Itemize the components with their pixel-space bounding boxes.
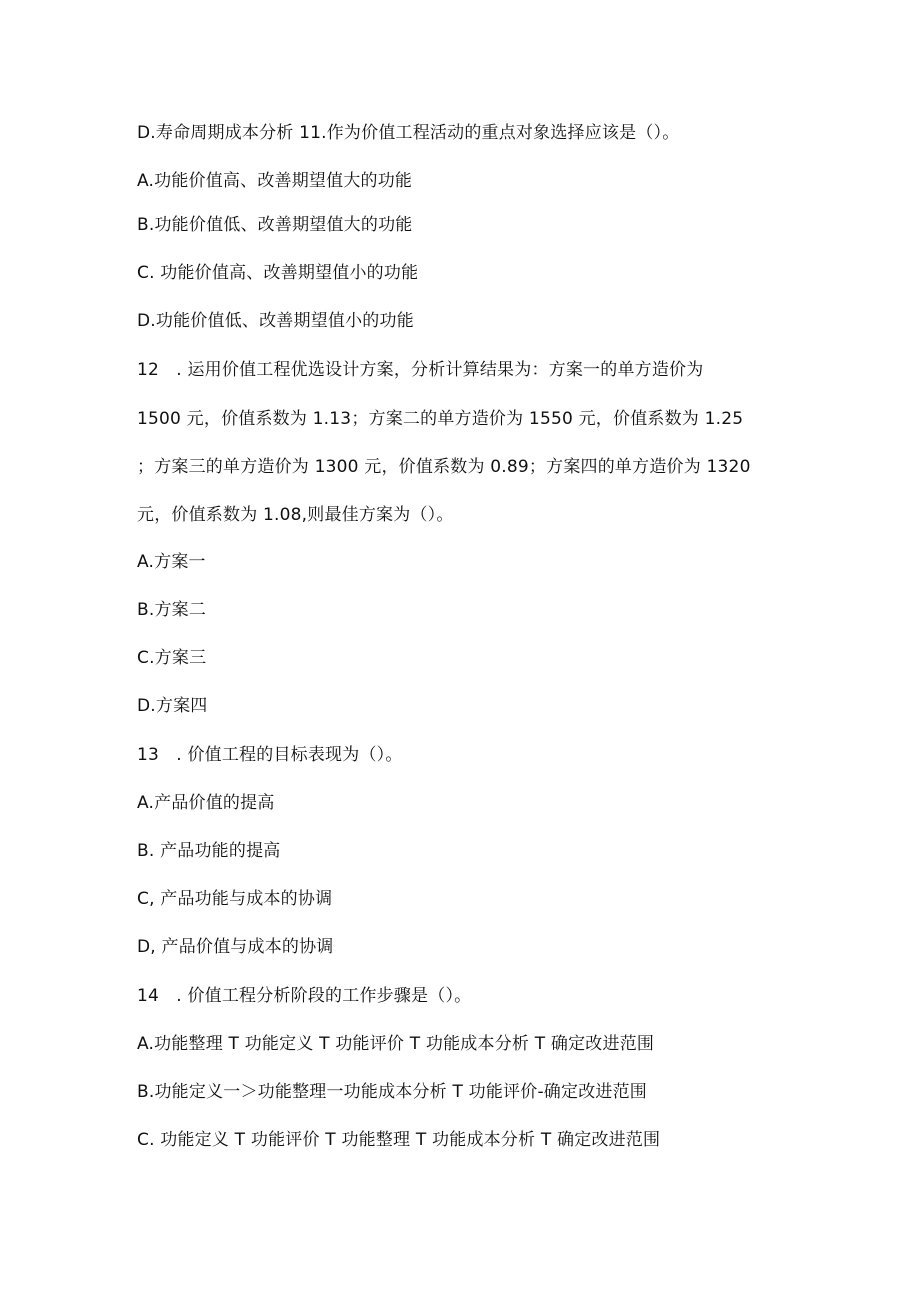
question-12-option-b: B.方案二 [137,600,207,620]
question-14-stem: 14 . 价值工程分析阶段的工作步骤是（）。 [137,986,472,1006]
question-14-option-c: C. 功能定义 T 功能评价 T 功能整理 T 功能成本分析 T 确定改进范围 [137,1130,661,1150]
question-12-stem-line-1: 12 . 运用价值工程优选设计方案，分析计算结果为：方案一的单方造价为 [137,360,704,380]
question-12-option-a: A.方案一 [137,552,206,572]
question-13-option-c: C, 产品功能与成本的协调 [137,889,333,909]
question-12-stem-line-2: 1500 元，价值系数为 1.13；方案二的单方造价为 1550 元，价值系数为 1.25 [137,409,744,429]
question-11-option-a: A.功能价值高、改善期望值大的功能 [137,171,413,191]
question-11-option-c: C. 功能价值高、改善期望值小的功能 [137,263,419,283]
question-12-option-d: D.方案四 [137,696,208,716]
question-12-stem-line-3: ；方案三的单方造价为 1300 元，价值系数为 0.89；方案四的单方造价为 1320 [137,457,751,477]
question-11-option-d: D.功能价值低、改善期望值小的功能 [137,311,414,331]
question-13-stem: 13 . 价值工程的目标表现为（）。 [137,745,403,765]
question-13-option-d: D, 产品价值与成本的协调 [137,937,334,957]
question-13-option-b: B. 产品功能的提高 [137,841,281,861]
question-12-stem-line-4: 元，价值系数为 1.08,则最佳方案为（）。 [137,505,454,525]
question-14-option-b: B.功能定义一＞功能整理一功能成本分析 T 功能评价-确定改进范围 [137,1082,647,1102]
question-13-option-a: A.产品价值的提高 [137,793,275,813]
question-14-option-a: A.功能整理 T 功能定义 T 功能评价 T 功能成本分析 T 确定改进范围 [137,1034,655,1054]
question-11-option-b: B.功能价值低、改善期望值大的功能 [137,215,413,235]
question-11-stem: D.寿命周期成本分析 11.作为价值工程活动的重点对象选择应该是（）。 [137,123,680,143]
question-12-option-c: C.方案三 [137,648,207,668]
